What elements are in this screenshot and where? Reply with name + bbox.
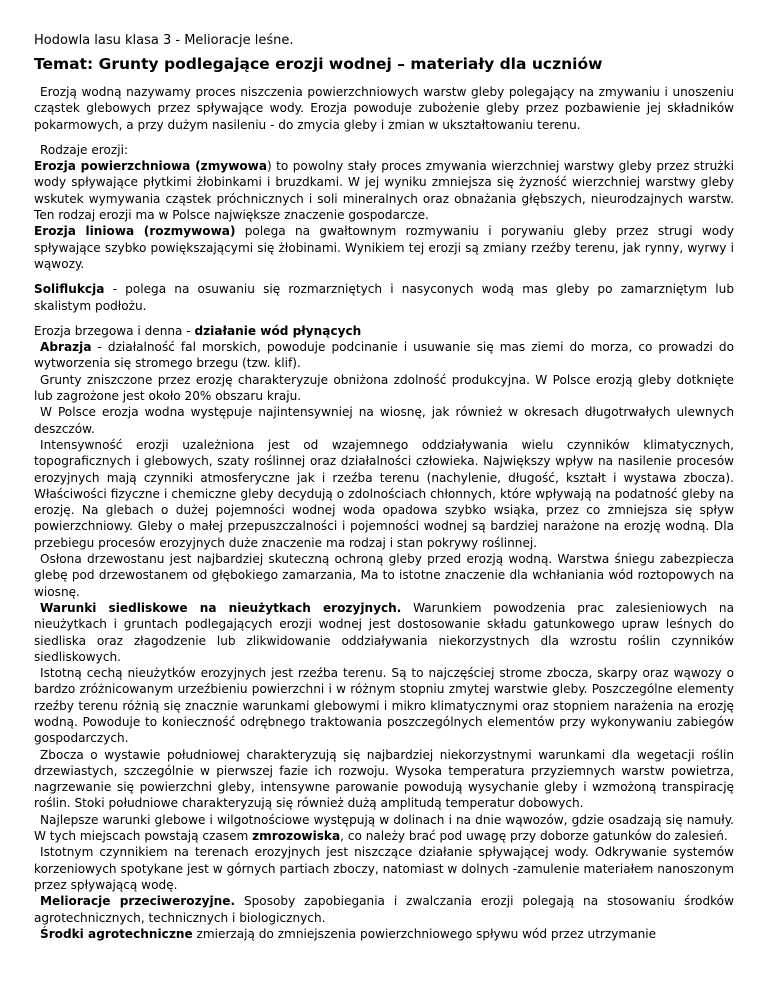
surface-erosion-text: ) to powolny stały proces zmywania wierzchniej warstwy gleby przez strużki wody spływające płytkimi żłobinkami i bruzdkami. W jej wyniku zmniejsza się żyzność wierzchniej warstwy gleby wskutek wymywania cząstek próchnicznych i soli mineralnych oraz obnażania głębszych, nieurodzajnych warstw. Ten rodzaj erozji ma w Polsce największe znaczenie gospodarcze. [34, 159, 734, 223]
melioration-text: Sposoby zapobiegania i zwalczania erozji polegają na stosowaniu środków agrotechnicznych, technicznych i biologicznych. [34, 894, 734, 925]
coastal-erosion-bold: działanie wód płynących [194, 323, 362, 338]
solifluction-term: Soliflukcja [34, 282, 105, 297]
cover-paragraph: Osłona drzewostanu jest najbardziej skuteczną ochroną gleby przed erozją wodną. Warstwa śniegu zabezpiecza glebę pod drzewostanem od głębokiego zamarzania, Ma to istotne znaczenie dla wchłaniania wód roztopowych na wiosnę. [34, 552, 734, 599]
spacer [34, 133, 734, 142]
coastal-erosion-heading [34, 323, 734, 339]
abrasion-paragraph [34, 339, 734, 372]
agrotechnical-paragraph [34, 926, 734, 942]
melioration-paragraph [34, 893, 734, 926]
abrasion-text: - działalność fal morskich, powoduje podcinanie i usuwanie się mas ziemi do morza, co prowadzi do wytworzenia się stromego brzegu (tzw. klif). [34, 340, 734, 371]
spring-paragraph: W Polsce erozja wodna występuje najintensywniej na wiosnę, jak również w okresach długotrwałych ulewnych deszczów. [34, 405, 734, 436]
habitat-text: Warunkiem powodzenia prac zalesieniowych na nieużytkach i gruntach podlegających erozji wodnej jest dostosowanie składu gatunkowego upraw leśnych do siedliska oraz złagodzenie lub zlikwidowanie oddziaływania niekorzystnych dla wzrostu roślin czynników siedliskowych. [34, 600, 734, 664]
document-page [34, 32, 734, 942]
habitat-paragraph [34, 600, 734, 665]
surface-erosion-paragraph [34, 158, 734, 223]
spacer [34, 272, 734, 281]
coastal-erosion-prefix: Erozja brzegowa i denna - [34, 323, 195, 338]
runoff-paragraph: Istotnym czynnikiem na terenach erozyjnych jest niszczące działanie spływającej wody. Odkrywanie systemów korzeniowych spotykane jest w górnych partiach zboczy, natomiast w dolnych -zamulenie materiałem nanoszonym przez spływającą wodę. [34, 845, 734, 892]
relief-paragraph: Istotną cechą nieużytków erozyjnych jest rzeźba terenu. Są to najczęściej strome zbocza, skarpy oraz wąwozy o bardzo zróżnicowanym urzeźbieniu powierzchni i w różnym stopniu zmytej warstwie gleby. Poszczególne elementy rzeźby terenu różnią się znacznie warunkami glebowymi i mikro klimatycznymi oraz stopniem narażenia na erozję wodną. Powoduje to konieczność odrębnego traktowania poszczególnych elementów przy wykonywaniu zabiegów gospodarczych. [34, 666, 734, 746]
spacer [34, 314, 734, 323]
best-conditions-text-end: , co należy brać pod uwagę przy doborze gatunków do zalesień. [340, 829, 728, 844]
agrotechnical-term: Środki agrotechniczne [40, 926, 193, 941]
linear-erosion-paragraph [34, 223, 734, 272]
abrasion-term: Abrazja [40, 340, 92, 355]
habitat-term: Warunki siedliskowe na nieużytkach erozyjnych. [40, 600, 402, 615]
intensity-paragraph: Intensywność erozji uzależniona jest od wzajemnego oddziaływania wielu czynników klimatycznych, topograficznych i glebowych, szaty roślinnej oraz działalności człowieka. Największy wpływ na nasilenie procesów erozyjnych mają czynniki atmosferyczne jak i rzeźba terenu (nachylenie, długość, kształt i wystawa zbocza). Właściwości fizyczne i chemiczne gleby decydują o zdolnościach chłonnych, które wpływają na podatność gleby na erozję. Na glebach o dużej pojemności wodnej woda opadowa szybko wsiąka, przez co zmniejsza się spływ powierzchniowy. Gleby o małej przepuszczalności i pojemności wodnej są bardziej narażone na erozję wodną. Dla przebiegu procesów erozyjnych duże znaczenie ma rodzaj i stan pokrywy roślinnej. [34, 437, 734, 550]
types-heading: Rodzaje erozji: [40, 142, 129, 157]
agrotechnical-text: zmierzają do zmniejszenia powierzchniowego spływu wód przez utrzymanie [192, 926, 657, 941]
intro-paragraph: Erozją wodną nazywamy proces niszczenia powierzchniowych warstw gleby polegający na zmywaniu i unoszeniu cząstek glebowych przez spływające wody. Erozja powoduje zubożenie gleby przez pozbawienie jej składników pokarmowych, a przy dużym nasileniu - do zmycia gleby i zmian w ukształtowaniu terenu. [34, 85, 734, 132]
surface-erosion-term: Erozja powierzchniowa (zmywowa [34, 159, 268, 174]
melioration-term: Melioracje przeciwerozyjne. [40, 894, 236, 909]
frost-hollow-term: zmrozowiska [252, 829, 341, 844]
linear-erosion-term: Erozja liniowa (rozmywowa) [34, 224, 236, 239]
page-title: Temat: Grunty podlegające erozji wodnej – materiały dla uczniów [34, 55, 603, 73]
solifluction-paragraph [34, 281, 734, 314]
productivity-paragraph: Grunty zniszczone przez erozję charakteryzuje obniżona zdolność produkcyjna. W Polsce erozją gleby dotknięte lub zagrożone jest około 20% obszaru kraju. [34, 372, 734, 404]
best-conditions-text-start: Najlepsze warunki glebowe i wilgotnościowe występują w dolinach i na dnie wąwozów, gdzie osadzają się namuły. W tych miejscach powstają czasem [34, 812, 734, 844]
best-conditions-paragraph [34, 812, 734, 845]
south-slopes-paragraph: Zbocza o wystawie południowej charakteryzują się najbardziej niekorzystnymi warunkami dla wegetacji roślin drzewiastych, szczególnie w pierwszej fazie ich rozwoju. Wysoka temperatura przyziemnych warstw powietrza, nagrzewanie się powierzchni gleby, intensywne parowanie powodują wysychanie gleby i wzmożoną transpirację roślin. Stoki południowe charakteryzują się również dużą amplitudą temperatur dobowych. [34, 747, 734, 811]
document-header: Hodowla lasu klasa 3 - Melioracje leśne. [34, 33, 294, 48]
linear-erosion-text: polega na gwałtownym rozmywaniu i porywaniu gleby przez strugi wody spływające szybko powiększającymi się żłobinami. Wynikiem tej erozji są zmiany rzeźby terenu, jak rynny, wyrwy i wąwozy. [34, 224, 734, 271]
solifluction-text: - polega na osuwaniu się rozmarzniętych i nasyconych wodą mas gleby po zamarzniętym lub skalistym podłożu. [34, 282, 734, 313]
